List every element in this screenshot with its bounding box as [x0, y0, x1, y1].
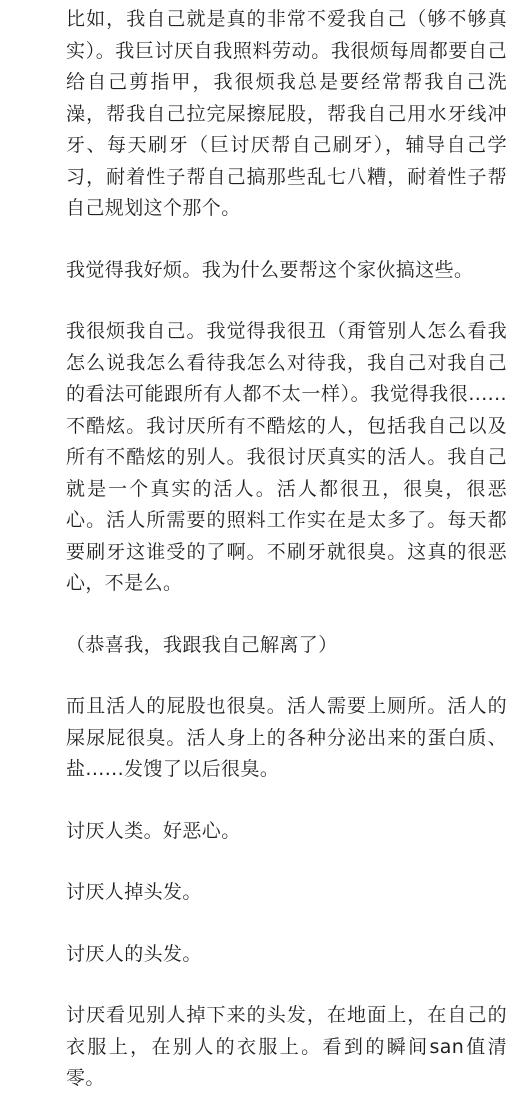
paragraph-gap: [66, 661, 507, 691]
paragraph-gap: [66, 286, 507, 316]
paragraph-gap: [66, 786, 507, 816]
paragraph-gap: [66, 847, 507, 877]
paragraph-1: 比如，我自己就是真的非常不爱我自己（够不够真实）。我巨讨厌自我照料劳动。我很烦每周都要自己给自己剪指甲，我很烦我总是要经常帮我自己洗澡，帮我自己拉完屎擦屁股，帮我自己用水牙线冲牙、每天刷牙（巨讨厌帮自己刷牙），辅导自己学习，耐着性子帮自己搞那些乱七八糟，耐着性子帮自己规划这个那个。: [66, 8, 507, 219]
paragraph-2: 我觉得我好烦。我为什么要帮这个家伙搞这些。: [66, 258, 474, 281]
paragraph-gap: [66, 909, 507, 939]
paragraph-4: （恭喜我，我跟我自己解离了）: [66, 633, 338, 656]
paragraph-7: 讨厌人掉头发。: [66, 881, 202, 903]
paragraph-5: 而且活人的屁股也很臭。活人需要上厕所。活人的屎尿屁很臭。活人身上的各种分泌出来的蛋白质、盐......发馊了以后很臭。: [66, 695, 507, 780]
paragraph-9: 讨厌看见别人掉下来的头发，在地面上，在自己的衣服上，在别人的衣服上。看到的瞬间san值清零。: [66, 1004, 507, 1089]
paragraph-3: 我很烦我自己。我觉得我很丑（甭管别人怎么看我怎么说我怎么看待我怎么对待我，我自己对我自己的看法可能跟所有人都不太一样）。我觉得我很......不酷炫。我讨厌所有不酷炫的人，包括我自己以及所有不酷炫的别人。我很讨厌真实的活人。我自己就是一个真实的活人。活人都很丑，很臭，很恶心。活人所需要的照料工作实在是太多了。每天都要刷牙这谁受的了啊。不刷牙就很臭。这真的很恶心，不是么。: [66, 320, 507, 594]
paragraph-gap: [66, 600, 507, 630]
paragraph-gap: [66, 970, 507, 1000]
paragraph-gap: [66, 225, 507, 255]
paragraph-8: 讨厌人的头发。: [66, 942, 202, 965]
paragraph-6: 讨厌人类。好恶心。: [66, 819, 241, 842]
